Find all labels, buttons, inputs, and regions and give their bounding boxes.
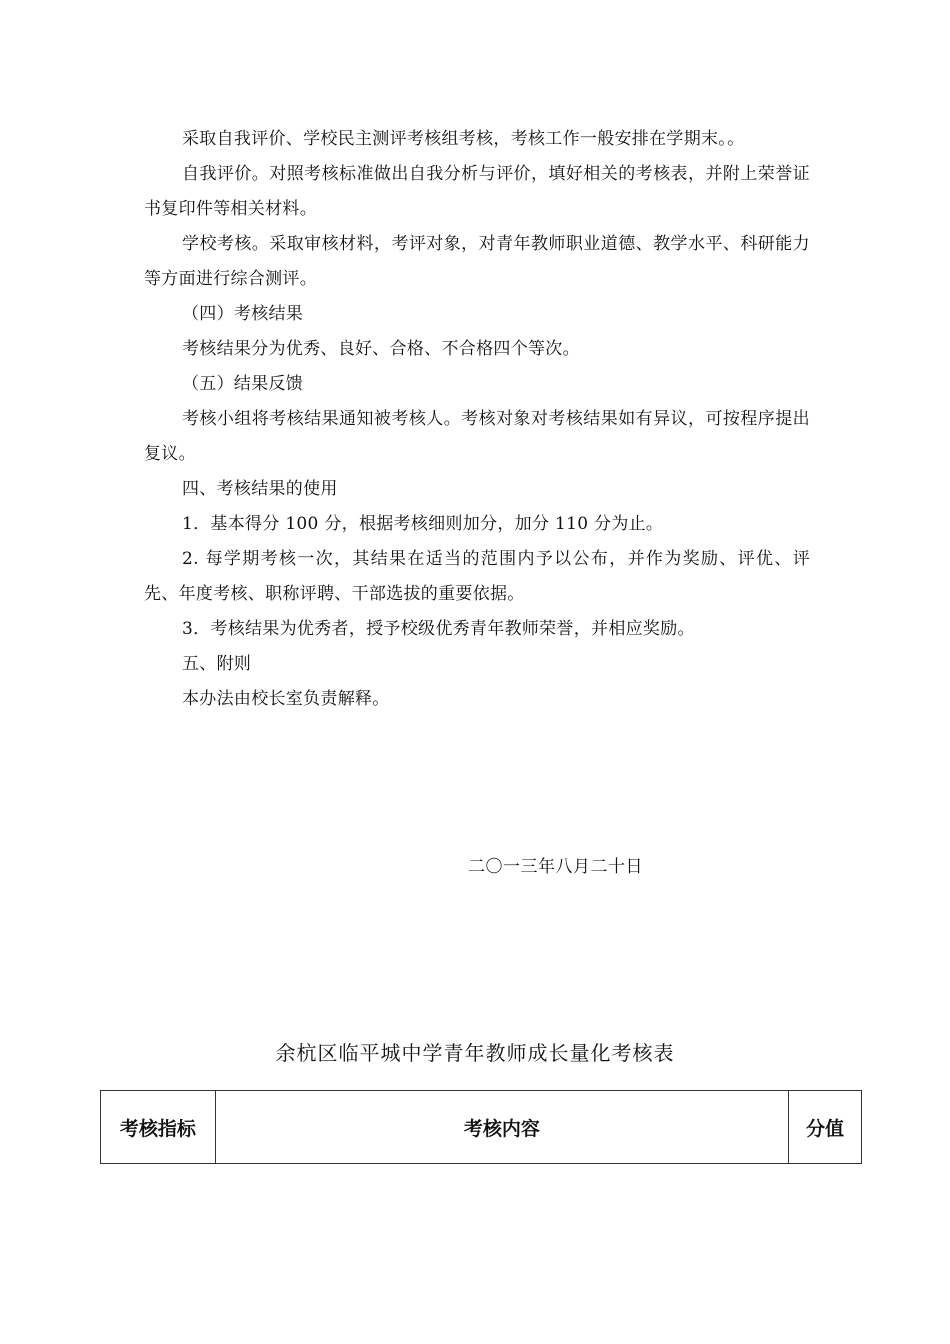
heading-assessment-result: （四）考核结果 xyxy=(182,304,304,324)
paragraph-usage-2: 2. 每学期考核一次，其结果在适当的范围内予以公布，并作为奖励、评优、评先、年度考核、职称评聘、干部选拔的重要依据。 xyxy=(144,549,810,604)
table-header-row xyxy=(101,1091,862,1164)
document-body xyxy=(144,122,810,717)
heading-result-feedback: （五）结果反馈 xyxy=(182,374,304,394)
paragraph-school-assessment: 学校考核。采取审核材料，考评对象，对青年教师职业道德、教学水平、科研能力等方面进行综合测评。 xyxy=(144,234,810,289)
paragraph-feedback: 考核小组将考核结果通知被考核人。考核对象对考核结果如有异议，可按程序提出复议。 xyxy=(144,409,810,464)
paragraph-usage-1: 1．基本得分 100 分，根据考核细则加分，加分 110 分为止。 xyxy=(182,514,664,534)
header-score: 分值 xyxy=(789,1091,862,1164)
paragraph-assessment-method: 采取自我评价、学校民主测评考核组考核，考核工作一般安排在学期末。。 xyxy=(182,129,745,149)
header-content: 考核内容 xyxy=(215,1091,788,1164)
paragraph-interpretation: 本办法由校长室负责解释。 xyxy=(182,689,390,709)
heading-result-usage: 四、考核结果的使用 xyxy=(182,479,338,499)
table-title: 余杭区临平城中学青年教师成长量化考核表 xyxy=(275,1041,675,1065)
paragraph-usage-3: 3．考核结果为优秀者，授予校级优秀青年教师荣誉，并相应奖励。 xyxy=(182,619,695,639)
paragraph-result-levels: 考核结果分为优秀、良好、合格、不合格四个等次。 xyxy=(182,339,580,359)
assessment-table xyxy=(100,1090,862,1164)
header-indicator: 考核指标 xyxy=(101,1091,216,1164)
heading-supplementary: 五、附则 xyxy=(182,654,252,674)
paragraph-self-evaluation: 自我评价。对照考核标准做出自我分析与评价，填好相关的考核表，并附上荣誉证书复印件等相关材料。 xyxy=(144,164,810,219)
document-date: 二〇一三年八月二十日 xyxy=(468,857,643,877)
